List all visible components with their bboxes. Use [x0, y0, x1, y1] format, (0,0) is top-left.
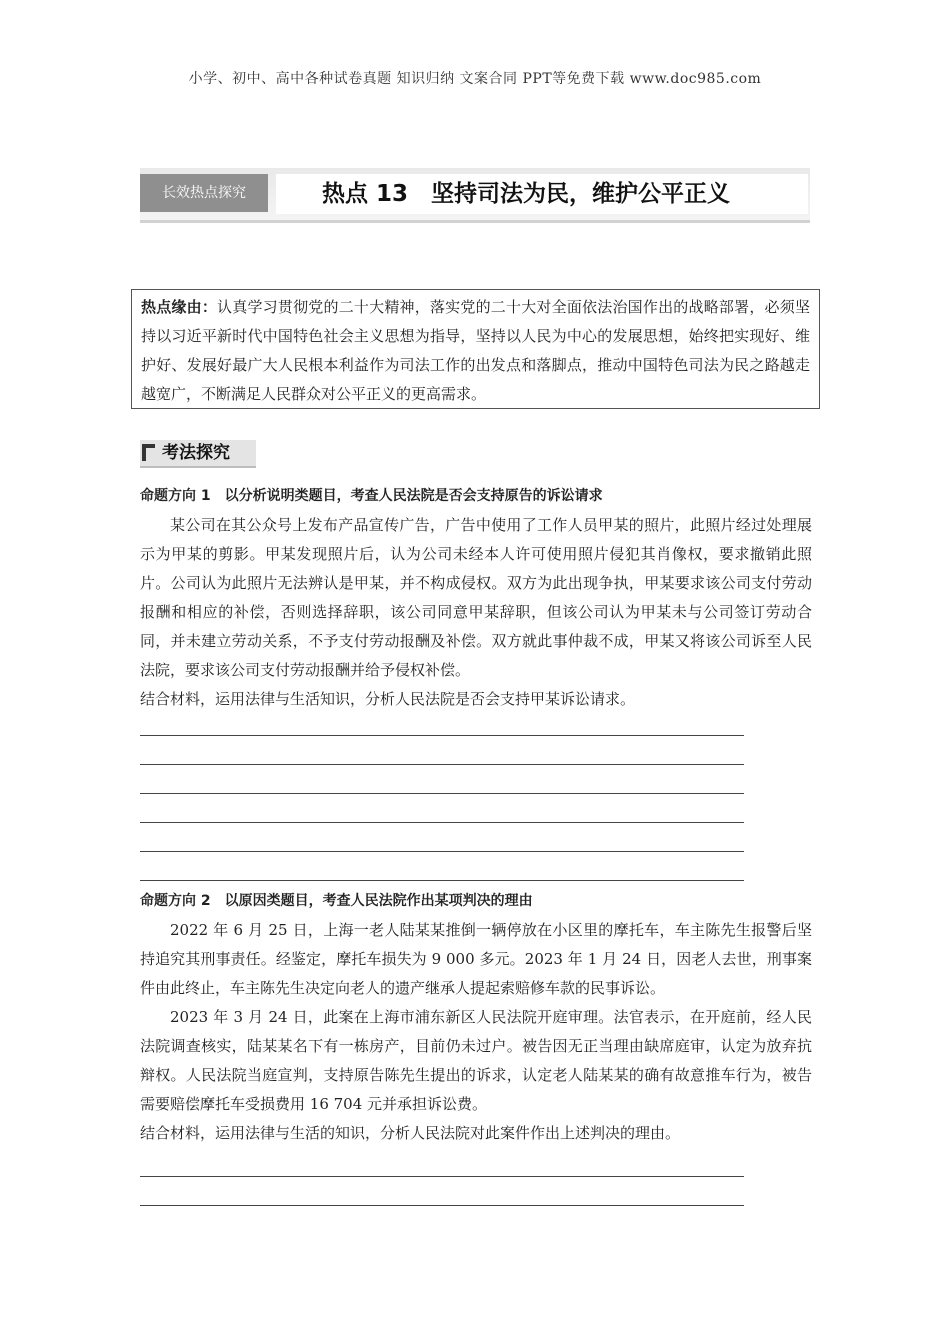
q1-direction: 命题方向 1 以分析说明类题目，考查人民法院是否会支持原告的诉讼请求 — [140, 488, 603, 504]
answer-line[interactable] — [140, 1205, 744, 1206]
section-corner-icon — [142, 444, 155, 461]
q2-direction: 命题方向 2 以原因类题目，考查人民法院作出某项判决的理由 — [140, 893, 533, 909]
reason-label: 热点缘由： — [141, 298, 218, 316]
q2-material-1: 2022 年 6 月 25 日，上海一老人陆某某推倒一辆停放在小区里的摩托车，车主陈先生报警后坚持追究其刑事责任。经鉴定，摩托车损失为 9 000 多元。2023 年 1 月 24 日，因老人去世，刑事案件由此终止，车主陈先生决定向老人的遗产继承人提起索赔修车款的民事诉讼。 — [140, 921, 812, 997]
answer-line[interactable] — [140, 1176, 744, 1177]
q2-task: 结合材料，运用法律与生活的知识，分析人民法院对此案件作出上述判决的理由。 — [140, 1124, 681, 1142]
title-bar — [140, 168, 810, 223]
title-tag: 长效热点探究 — [140, 174, 268, 212]
section-heading — [140, 440, 256, 468]
answer-line[interactable] — [140, 880, 744, 881]
answer-line[interactable] — [140, 822, 744, 823]
answer-line[interactable] — [140, 764, 744, 765]
question-2 — [140, 887, 812, 1148]
q1-task: 结合材料，运用法律与生活知识，分析人民法院是否会支持甲某诉讼请求。 — [140, 690, 636, 708]
page-title: 热点 13 坚持司法为民，维护公平正义 — [276, 174, 808, 214]
answer-line[interactable] — [140, 735, 744, 736]
q1-material: 某公司在其公众号上发布产品宣传广告，广告中使用了工作人员甲某的照片，此照片经过处理展示为甲某的剪影。甲某发现照片后，认为公司未经本人许可使用照片侵犯其肖像权，要求撤销此照片。公司认为此照片无法辨认是甲某，并不构成侵权。双方为此出现争执，甲某要求该公司支付劳动报酬和相应的补偿，否则选择辞职，该公司同意甲某辞职，但该公司认为甲某未与公司签订劳动合同，并未建立劳动关系，不予支付劳动报酬及补偿。双方就此事仲裁不成，甲某又将该公司诉至人民法院，要求该公司支付劳动报酬并给予侵权补偿。 — [140, 516, 812, 679]
section-title: 考法探究 — [162, 443, 230, 463]
q2-material-2: 2023 年 3 月 24 日，此案在上海市浦东新区人民法院开庭审理。法官表示，在开庭前，经人民法院调查核实，陆某某名下有一栋房产，目前仍未过户。被告因无正当理由缺席庭审，认定为放弃抗辩权。人民法院当庭宣判，支持原告陈先生提出的诉求，认定老人陆某某的确有故意推车行为，被告需要赔偿摩托车受损费用 16 704 元并承担诉讼费。 — [140, 1008, 812, 1113]
answer-line[interactable] — [140, 851, 744, 852]
answer-line[interactable] — [140, 793, 744, 794]
reason-text: 认真学习贯彻党的二十大精神，落实党的二十大对全面依法治国作出的战略部署，必须坚持以习近平新时代中国特色社会主义思想为指导，坚持以人民为中心的发展思想，始终把实现好、维护好、发展好最广大人民根本利益作为司法工作的出发点和落脚点，推动中国特色司法为民之路越走越宽广，不断满足人民群众对公平正义的更高需求。 — [141, 298, 810, 403]
question-1 — [140, 482, 812, 714]
hotspot-reason-box — [131, 289, 820, 409]
page-header: 小学、初中、高中各种试卷真题 知识归纳 文案合同 PPT等免费下载 www.doc985.com — [188, 71, 762, 87]
